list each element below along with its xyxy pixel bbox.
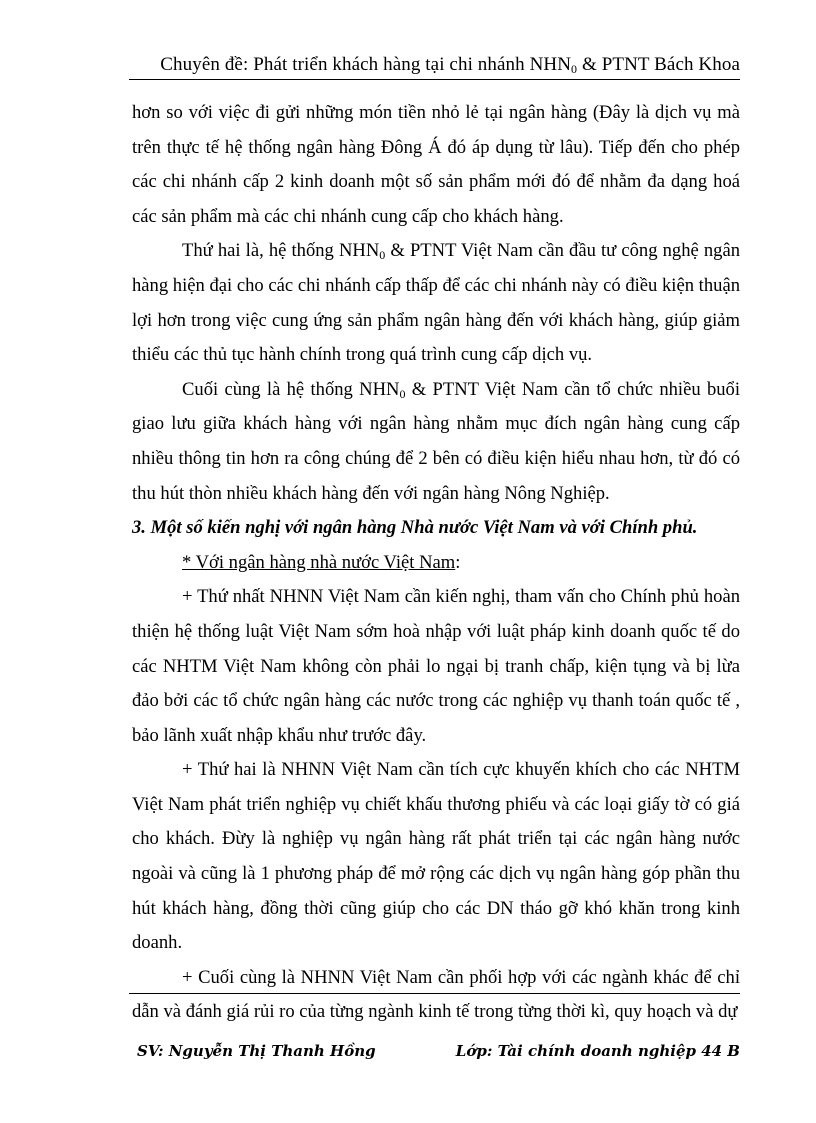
subsection-heading (132, 546, 740, 581)
header-title-main: Chuyên đề: Phát triển khách hàng tại chi nhánh NHN (160, 54, 572, 75)
header-title-rest: & PTNT Bách Khoa (577, 54, 740, 75)
paragraph-3 (132, 373, 740, 511)
paragraph-3-rest: & PTNT Việt Nam cần tổ chức nhiều buổi giao lưu giữa khách hàng với ngân hàng nhằm mục đích ngân hàng cung cấp nhiều thông tin hơn ra công chúng để 2 bên có điều kiện hiểu nhau hơn, từ đó có thu hút thòn nhiều khách hàng đến với ngân hàng Nông Nghiệp. (132, 378, 740, 504)
paragraph-2-subscript: 0 (379, 248, 386, 263)
subsection-heading-text: * Với ngân hàng nhà nước Việt Nam (182, 551, 456, 573)
paragraph-5: + Thứ hai là NHNN Việt Nam cần tích cực khuyến khích cho các NHTM Việt Nam phát triển nghiệp vụ chiết khấu thương phiếu và các loại giấy tờ có giá cho khách. Đừy là nghiệp vụ ngân hàng rất phát triển tại các ngân hàng nước ngoài và cũng là 1 phương pháp để mở rộng các dịch vụ ngân hàng góp phần thu hút khách hàng, đồng thời cũng giúp cho các DN tháo gỡ khó khăn trong kinh doanh. (132, 759, 740, 954)
footer-divider (129, 993, 740, 994)
paragraph-3-start: Cuối cùng là hệ thống NHN (182, 378, 400, 400)
header-title-subscript: 0 (571, 62, 578, 76)
page-header (129, 50, 740, 80)
page-footer (137, 1042, 740, 1066)
paragraph-2 (132, 234, 740, 372)
paragraph-4: + Thứ nhất NHNN Việt Nam cần kiến nghị, tham vấn cho Chính phủ hoàn thiện hệ thống luật Việt Nam sớm hoà nhập với luật pháp kinh doanh quốc tế do các NHTM Việt Nam không còn phải lo ngại bị tranh chấp, kiện tụng và bị lừa đảo bởi các tổ chức ngân hàng các nước trong các nghiệp vụ thanh toán quốc tế , bảo lãnh xuất nhập khẩu như trước đây. (132, 586, 740, 746)
header-title (160, 54, 740, 76)
footer-student: SV: Nguyễn Thị Thanh Hồng (137, 1042, 376, 1060)
paragraph-3-subscript: 0 (399, 386, 406, 401)
footer-class: Lớp: Tài chính doanh nghiệp 44 B (455, 1042, 740, 1060)
paragraph-2-rest: & PTNT Việt Nam cần đầu tư công nghệ ngân hàng hiện đại cho các chi nhánh cấp thấp để các chi nhánh này có điều kiện thuận lợi hơn trong việc cung ứng sản phẩm ngân hàng đến với khách hàng, giúp giảm thiểu các thủ tục hành chính trong quá trình cung cấp dịch vụ. (132, 240, 741, 366)
section-heading: 3. Một số kiến nghị với ngân hàng Nhà nước Việt Nam và với Chính phủ. (132, 517, 698, 539)
document-body (132, 96, 740, 1030)
paragraph-1: hơn so với việc đi gửi những món tiền nhỏ lẻ tại ngân hàng (Đây là dịch vụ mà trên thực tế hệ thống ngân hàng Đông Á đó áp dụng từ lâu). Tiếp đến cho phép các chi nhánh cấp 2 kinh doanh một số sản phẩm mới đó để nhằm đa dạng hoá các sản phẩm mà các chi nhánh cung cấp cho khách hàng. (132, 102, 740, 227)
paragraph-2-start: Thứ hai là, hệ thống NHN (182, 240, 380, 262)
subsection-heading-colon: : (455, 551, 461, 573)
paragraph-6: + Cuối cùng là NHNN Việt Nam cần phối hợp với các ngành khác để chỉ dẫn và đánh giá rủi ro của từng ngành kinh tế trong từng thời kì, quy hoạch và dự (132, 966, 740, 1023)
